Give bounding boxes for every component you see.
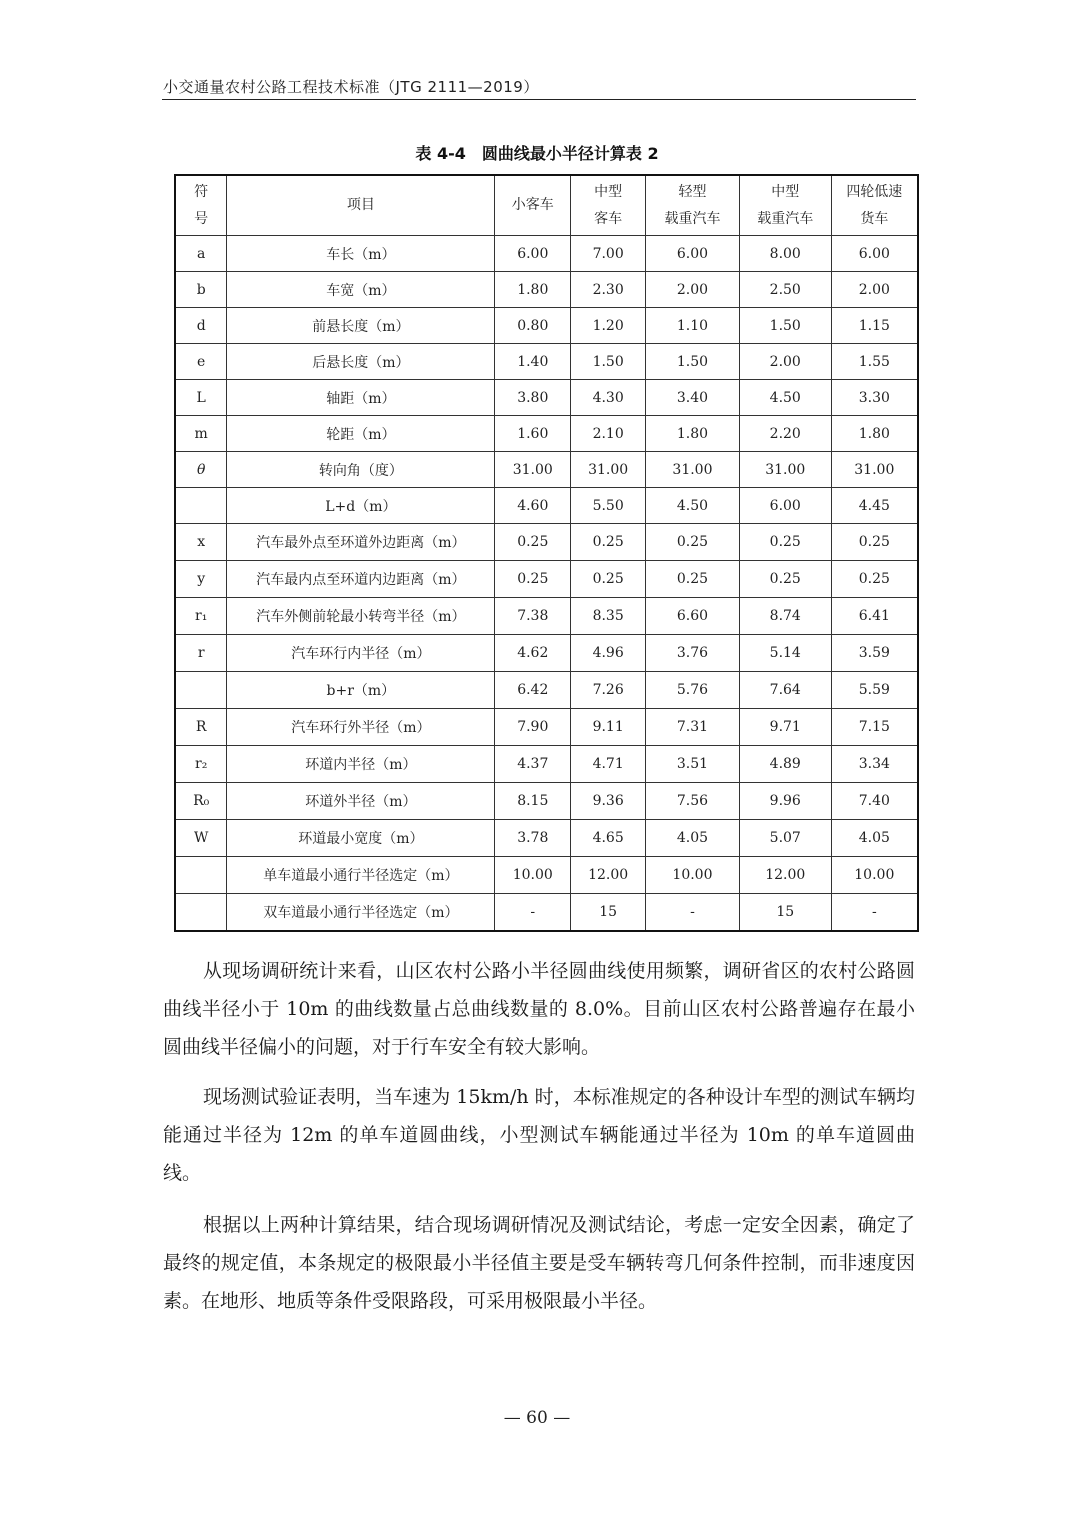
cell-small-car: 7.38: [495, 598, 571, 635]
cell-medium-truck: 0.25: [739, 524, 831, 561]
cell-medium-bus: 15: [571, 894, 646, 931]
cell-item: 转向角（度）: [227, 452, 495, 488]
cell-symbol: e: [175, 344, 227, 380]
cell-small-car: 6.42: [495, 672, 571, 709]
cell-light-truck: 4.05: [646, 820, 740, 857]
cell-low-speed-truck: 7.15: [831, 709, 918, 746]
header-medium-truck: 中型 载重汽车: [739, 175, 831, 236]
cell-light-truck: 0.25: [646, 524, 740, 561]
table-row: [175, 672, 918, 709]
cell-medium-bus: 1.50: [571, 344, 646, 380]
cell-small-car: 1.60: [495, 416, 571, 452]
table-row: [175, 380, 918, 416]
cell-small-car: 4.60: [495, 488, 571, 524]
cell-medium-truck: 2.00: [739, 344, 831, 380]
cell-symbol: a: [175, 236, 227, 272]
cell-light-truck: 1.80: [646, 416, 740, 452]
cell-medium-bus: 4.71: [571, 746, 646, 783]
cell-item: 车长（m）: [227, 236, 495, 272]
table-row: [175, 561, 918, 598]
cell-light-truck: 31.00: [646, 452, 740, 488]
cell-symbol: d: [175, 308, 227, 344]
cell-symbol: θ: [175, 452, 227, 488]
cell-item: 双车道最小通行半径选定（m）: [227, 894, 495, 931]
cell-item: b+r（m）: [227, 672, 495, 709]
cell-item: 后悬长度（m）: [227, 344, 495, 380]
cell-item: 汽车环行内半径（m）: [227, 635, 495, 672]
header-small-car: 小客车: [495, 175, 571, 236]
cell-symbol: R₀: [175, 783, 227, 820]
cell-light-truck: 2.00: [646, 272, 740, 308]
cell-medium-truck: 4.50: [739, 380, 831, 416]
cell-small-car: 0.25: [495, 524, 571, 561]
table-row: [175, 635, 918, 672]
table-row: [175, 524, 918, 561]
cell-small-car: 31.00: [495, 452, 571, 488]
table-row: [175, 746, 918, 783]
cell-medium-bus: 12.00: [571, 857, 646, 894]
cell-medium-bus: 7.00: [571, 236, 646, 272]
cell-small-car: 3.78: [495, 820, 571, 857]
cell-symbol: [175, 672, 227, 709]
page-number: — 60 —: [503, 1408, 571, 1428]
cell-medium-truck: 2.20: [739, 416, 831, 452]
table-row: [175, 894, 918, 931]
cell-medium-truck: 9.71: [739, 709, 831, 746]
table-row: [175, 308, 918, 344]
cell-low-speed-truck: 3.30: [831, 380, 918, 416]
cell-symbol: L: [175, 380, 227, 416]
cell-low-speed-truck: 7.40: [831, 783, 918, 820]
cell-small-car: 1.80: [495, 272, 571, 308]
cell-medium-truck: 9.96: [739, 783, 831, 820]
cell-light-truck: 7.56: [646, 783, 740, 820]
cell-low-speed-truck: 3.59: [831, 635, 918, 672]
cell-medium-truck: 6.00: [739, 488, 831, 524]
cell-symbol: y: [175, 561, 227, 598]
cell-medium-bus: 8.35: [571, 598, 646, 635]
cell-item: 环道最小宽度（m）: [227, 820, 495, 857]
cell-small-car: 1.40: [495, 344, 571, 380]
cell-symbol: x: [175, 524, 227, 561]
table-row: [175, 488, 918, 524]
cell-low-speed-truck: 6.41: [831, 598, 918, 635]
cell-medium-bus: 9.11: [571, 709, 646, 746]
cell-small-car: 0.80: [495, 308, 571, 344]
cell-item: 轮距（m）: [227, 416, 495, 452]
table-row: [175, 272, 918, 308]
cell-item: 前悬长度（m）: [227, 308, 495, 344]
cell-light-truck: 7.31: [646, 709, 740, 746]
cell-light-truck: 0.25: [646, 561, 740, 598]
cell-medium-truck: 12.00: [739, 857, 831, 894]
cell-medium-truck: 2.50: [739, 272, 831, 308]
cell-symbol: W: [175, 820, 227, 857]
cell-medium-truck: 5.07: [739, 820, 831, 857]
cell-medium-truck: 7.64: [739, 672, 831, 709]
cell-small-car: 4.62: [495, 635, 571, 672]
cell-low-speed-truck: 0.25: [831, 561, 918, 598]
cell-low-speed-truck: 2.00: [831, 272, 918, 308]
cell-small-car: 3.80: [495, 380, 571, 416]
cell-item: 单车道最小通行半径选定（m）: [227, 857, 495, 894]
cell-item: 汽车最内点至环道内边距离（m）: [227, 561, 495, 598]
table-header-row: [175, 175, 918, 236]
table-row: [175, 709, 918, 746]
cell-item: 汽车最外点至环道外边距离（m）: [227, 524, 495, 561]
table-row: [175, 857, 918, 894]
table-row: [175, 783, 918, 820]
table-row: [175, 820, 918, 857]
cell-item: 环道外半径（m）: [227, 783, 495, 820]
cell-small-car: 0.25: [495, 561, 571, 598]
cell-low-speed-truck: 10.00: [831, 857, 918, 894]
cell-item: 汽车环行外半径（m）: [227, 709, 495, 746]
cell-small-car: 6.00: [495, 236, 571, 272]
paragraph-2: 现场测试验证表明，当车速为 15km/h 时，本标准规定的各种设计车型的测试车辆均能通过半径为 12m 的单车道圆曲线，小型测试车辆能通过半径为 10m 的单车道圆曲线。: [163, 1086, 915, 1184]
cell-low-speed-truck: 6.00: [831, 236, 918, 272]
cell-medium-truck: 4.89: [739, 746, 831, 783]
cell-low-speed-truck: 1.55: [831, 344, 918, 380]
cell-symbol: [175, 894, 227, 931]
cell-low-speed-truck: 31.00: [831, 452, 918, 488]
cell-medium-truck: 0.25: [739, 561, 831, 598]
cell-low-speed-truck: -: [831, 894, 918, 931]
table-row: [175, 416, 918, 452]
cell-symbol: [175, 857, 227, 894]
header-symbol: 符 号: [175, 175, 227, 236]
cell-item: 轴距（m）: [227, 380, 495, 416]
cell-small-car: 7.90: [495, 709, 571, 746]
cell-medium-bus: 4.65: [571, 820, 646, 857]
cell-light-truck: -: [646, 894, 740, 931]
paragraph-1: 从现场调研统计来看，山区农村公路小半径圆曲线使用频繁，调研省区的农村公路圆曲线半径小于 10m 的曲线数量占总曲线数量的 8.0%。目前山区农村公路普遍存在最小圆曲线半径偏小的问题，对于行车安全有较大影响。: [163, 960, 915, 1058]
cell-small-car: 8.15: [495, 783, 571, 820]
cell-medium-bus: 31.00: [571, 452, 646, 488]
cell-symbol: r₁: [175, 598, 227, 635]
cell-medium-bus: 2.30: [571, 272, 646, 308]
cell-medium-bus: 0.25: [571, 524, 646, 561]
cell-light-truck: 4.50: [646, 488, 740, 524]
cell-symbol: b: [175, 272, 227, 308]
cell-low-speed-truck: 5.59: [831, 672, 918, 709]
cell-medium-truck: 8.74: [739, 598, 831, 635]
cell-medium-truck: 5.14: [739, 635, 831, 672]
cell-low-speed-truck: 4.05: [831, 820, 918, 857]
radius-calculation-table: [174, 174, 919, 932]
cell-medium-truck: 15: [739, 894, 831, 931]
cell-medium-bus: 0.25: [571, 561, 646, 598]
cell-low-speed-truck: 3.34: [831, 746, 918, 783]
cell-medium-truck: 1.50: [739, 308, 831, 344]
table-row: [175, 452, 918, 488]
cell-small-car: -: [495, 894, 571, 931]
cell-light-truck: 10.00: [646, 857, 740, 894]
cell-low-speed-truck: 0.25: [831, 524, 918, 561]
cell-light-truck: 5.76: [646, 672, 740, 709]
header-low-speed-truck: 四轮低速 货车: [831, 175, 918, 236]
cell-medium-bus: 9.36: [571, 783, 646, 820]
header-item: 项目: [227, 175, 495, 236]
cell-light-truck: 3.40: [646, 380, 740, 416]
cell-item: 汽车外侧前轮最小转弯半径（m）: [227, 598, 495, 635]
cell-medium-truck: 8.00: [739, 236, 831, 272]
paragraph-3: 根据以上两种计算结果，结合现场调研情况及测试结论，考虑一定安全因素，确定了最终的规定值，本条规定的极限最小半径值主要是受车辆转弯几何条件控制，而非速度因素。在地形、地质等条件受限路段，可采用极限最小半径。: [163, 1214, 915, 1312]
cell-medium-bus: 7.26: [571, 672, 646, 709]
table-row: [175, 598, 918, 635]
cell-item: L+d（m）: [227, 488, 495, 524]
header-rule: [162, 99, 916, 100]
cell-symbol: R: [175, 709, 227, 746]
cell-symbol: r: [175, 635, 227, 672]
cell-medium-bus: 1.20: [571, 308, 646, 344]
cell-symbol: [175, 488, 227, 524]
table-caption: 表 4-4 圆曲线最小半径计算表 2: [415, 144, 659, 163]
cell-medium-truck: 31.00: [739, 452, 831, 488]
header-medium-bus: 中型 客车: [571, 175, 646, 236]
cell-medium-bus: 5.50: [571, 488, 646, 524]
cell-symbol: m: [175, 416, 227, 452]
cell-low-speed-truck: 1.15: [831, 308, 918, 344]
cell-medium-bus: 2.10: [571, 416, 646, 452]
cell-light-truck: 3.51: [646, 746, 740, 783]
cell-light-truck: 1.10: [646, 308, 740, 344]
cell-small-car: 4.37: [495, 746, 571, 783]
running-header: 小交通量农村公路工程技术标准（JTG 2111—2019）: [163, 78, 539, 96]
cell-small-car: 10.00: [495, 857, 571, 894]
cell-item: 车宽（m）: [227, 272, 495, 308]
cell-low-speed-truck: 1.80: [831, 416, 918, 452]
table-row: [175, 236, 918, 272]
cell-light-truck: 6.00: [646, 236, 740, 272]
cell-light-truck: 1.50: [646, 344, 740, 380]
cell-symbol: r₂: [175, 746, 227, 783]
cell-medium-bus: 4.30: [571, 380, 646, 416]
cell-light-truck: 6.60: [646, 598, 740, 635]
cell-medium-bus: 4.96: [571, 635, 646, 672]
cell-light-truck: 3.76: [646, 635, 740, 672]
header-light-truck: 轻型 载重汽车: [646, 175, 740, 236]
table-row: [175, 344, 918, 380]
cell-low-speed-truck: 4.45: [831, 488, 918, 524]
cell-item: 环道内半径（m）: [227, 746, 495, 783]
